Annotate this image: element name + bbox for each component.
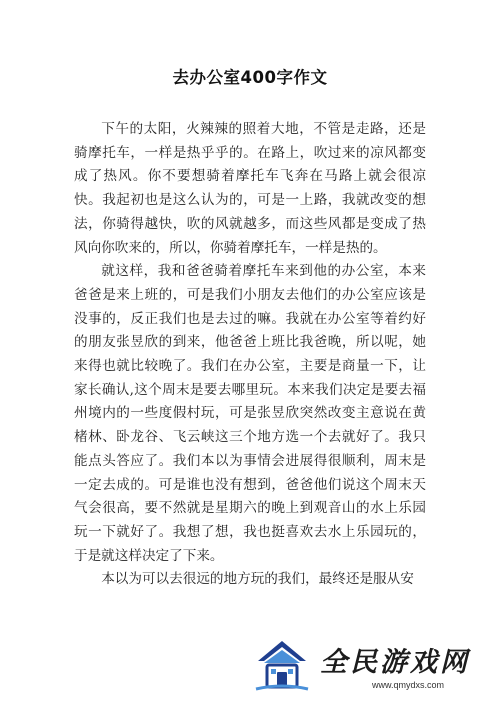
site-watermark — [252, 634, 492, 704]
article-body — [74, 118, 426, 592]
paragraph: 就这样，我和爸爸骑着摩托车来到他的办公室，本来爸爸是来上班的，可是我们小朋友去他们的办公室应该是没事的，反正我们也是去过的嘛。我就在办公室等着约好的朋友张昱欣的到来，他爸爸上班比我爸晚，所以呢，她来得也就比较晚了。我们在办公室，主要是商量一下，让家长确认,这个周末是要去哪里玩。本来我们决定是要去福州境内的一些度假村玩，可是张昱欣突然改变主意说在黄楮林、卧龙谷、飞云峡这三个地方选一个去就好了。我只能点头答应了。我们本以为事情会进展得很顺利，周末是一定去成的。可是谁也没有想到，爸爸他们说这个周末天气会很高，要不然就是星期六的晚上到观音山的水上乐园玩一下就好了。我想了想，我也挺喜欢去水上乐园玩的，于是就这样决定了下来。 — [74, 263, 426, 564]
paragraph: 下午的太阳，火辣辣的照着大地，不管是走路，还是骑摩托车，一样是热乎乎的。在路上，吹过来的凉风都变成了热风。你不要想骑着摩托车飞奔在马路上就会很凉快。我起初也是这么认为的，可是一上路，我就改变的想法，你骑得越快，吹的风就越多，而这些风都是变成了热风向你吹来的，所以，你骑着摩托车，一样是热的。 — [74, 121, 426, 256]
watermark-url: www.qmydxs.com — [372, 680, 445, 690]
watermark-site-name: 全民游戏网 — [320, 647, 470, 678]
house-logo-icon — [252, 634, 312, 694]
page-title: 去办公室400字作文 — [172, 68, 328, 87]
paragraph: 本以为可以去很远的地方玩的我们，最终还是服从安 — [101, 571, 414, 588]
